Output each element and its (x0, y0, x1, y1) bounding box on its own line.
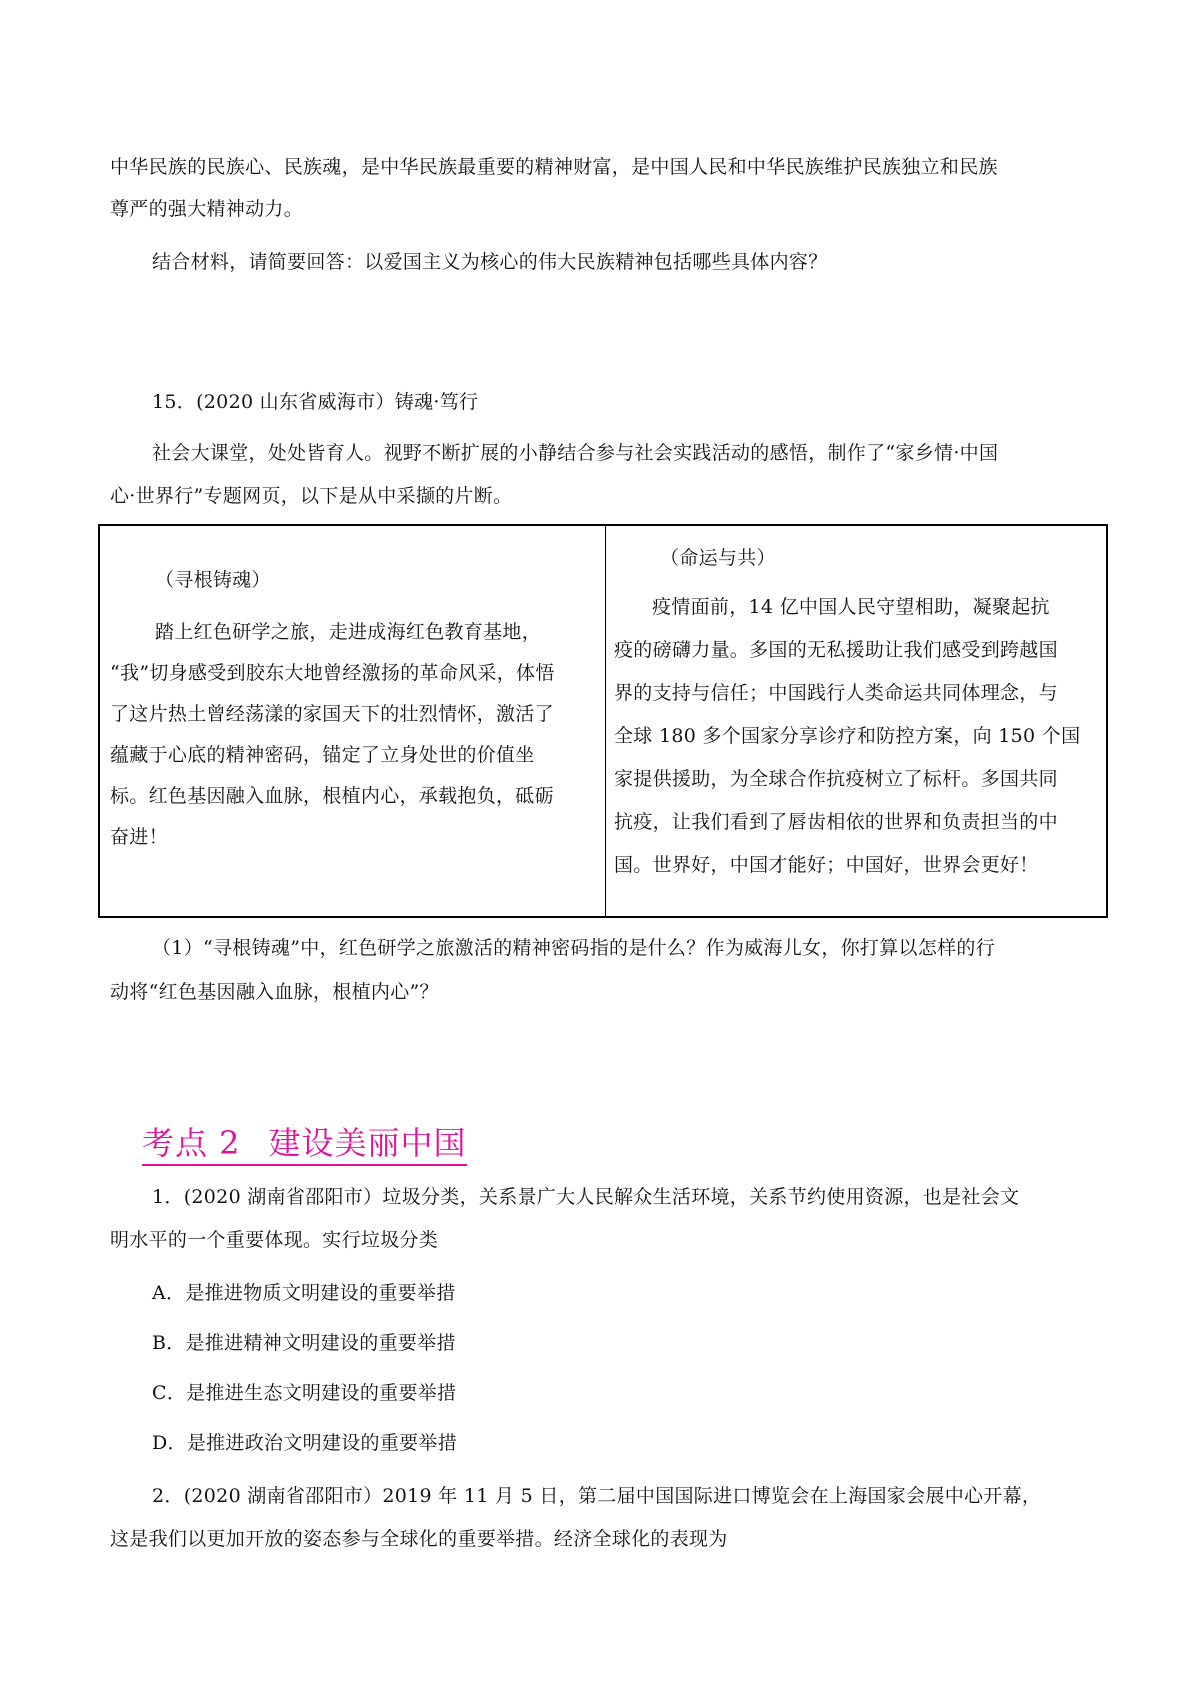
q15-sub1-line-1: （1）“寻根铸魂”中，红色研学之旅激活的精神密码指的是什么？作为威海儿女，你打算以怎样的行 (152, 937, 996, 959)
right-cell-line: 抗疫，让我们看到了唇齿相依的世界和负责担当的中 (614, 811, 1058, 833)
intro-question: 结合材料，请简要回答：以爱国主义为核心的伟大民族精神包括哪些具体内容？ (152, 251, 828, 273)
q1-line-1: 1．(2020 湖南省邵阳市）垃圾分类，关系景广大人民解众生活环境，关系节约使用资源，也是社会文 (152, 1186, 1020, 1208)
section-label: 考点 2 (142, 1124, 241, 1162)
right-cell-line: 疫的磅礴力量。多国的无私援助让我们感受到跨越国 (614, 639, 1058, 661)
q2-line-2: 这是我们以更加开放的姿态参与全球化的重要举措。经济全球化的表现为 (110, 1528, 728, 1550)
right-cell-line: 界的支持与信任；中国践行人类命运共同体理念，与 (614, 682, 1058, 704)
section-title: 建设美丽中国 (268, 1124, 467, 1162)
q15-sub1-line-2: 动将“红色基因融入血脉，根植内心”？ (110, 981, 439, 1003)
right-cell-line: 疫情面前，14 亿中国人民守望相助，凝聚起抗 (652, 596, 1050, 618)
q15-stem-line-1: 社会大课堂，处处皆育人。视野不断扩展的小静结合参与社会实践活动的感悟，制作了“家乡情·中国 (152, 442, 999, 464)
left-cell-line: 踏上红色研学之旅，走进成海红色教育基地， (155, 621, 542, 643)
q1-line-2: 明水平的一个重要体现。实行垃圾分类 (110, 1229, 439, 1251)
left-cell-line: 标。红色基因融入血脉，根植内心，承载抱负，砥砺 (110, 785, 554, 807)
q15-stem-line-2: 心·世界行”专题网页，以下是从中采撷的片断。 (110, 485, 513, 507)
left-cell-heading: （寻根铸魂） (155, 569, 271, 591)
right-cell-line: 国。世界好，中国才能好；中国好，世界会更好！ (614, 854, 1039, 876)
right-cell-line: 全球 180 多个国家分享诊疗和防控方案，向 150 个国 (614, 725, 1081, 747)
intro-line-2: 尊严的强大精神动力。 (110, 198, 304, 220)
q1-option-a: A．是推进物质文明建设的重要举措 (152, 1282, 456, 1304)
left-cell-line: 了这片热土曾经荡漾的家国天下的壮烈情怀，激活了 (110, 703, 554, 725)
right-cell-heading: （命运与共） (660, 547, 776, 569)
left-cell-line: 蕴藏于心底的精神密码，锚定了立身处世的价值坐 (110, 744, 535, 766)
q1-option-d: D．是推进政治文明建设的重要举措 (152, 1432, 458, 1454)
q15-title: 15．(2020 山东省威海市）铸魂·笃行 (152, 391, 479, 413)
left-cell-line: “我”切身感受到胶东大地曾经激扬的革命风采，体悟 (110, 662, 555, 684)
table-column-divider (605, 526, 606, 916)
left-cell-line: 奋进！ (110, 826, 168, 848)
right-cell-line: 家提供援助，为全球合作抗疫树立了标杆。多国共同 (614, 768, 1058, 790)
q1-option-c: C．是推进生态文明建设的重要举措 (152, 1382, 457, 1404)
section-heading[interactable] (142, 1123, 467, 1166)
q1-option-b: B．是推进精神文明建设的重要举措 (152, 1332, 456, 1354)
material-table (98, 524, 1108, 918)
q2-line-1: 2．(2020 湖南省邵阳市）2019 年 11 月 5 日，第二届中国国际进口博览会在上海国家会展中心开幕， (152, 1485, 1042, 1507)
intro-line-1: 中华民族的民族心、民族魂，是中华民族最重要的精神财富，是中国人民和中华民族维护民族独立和民族 (110, 156, 998, 178)
